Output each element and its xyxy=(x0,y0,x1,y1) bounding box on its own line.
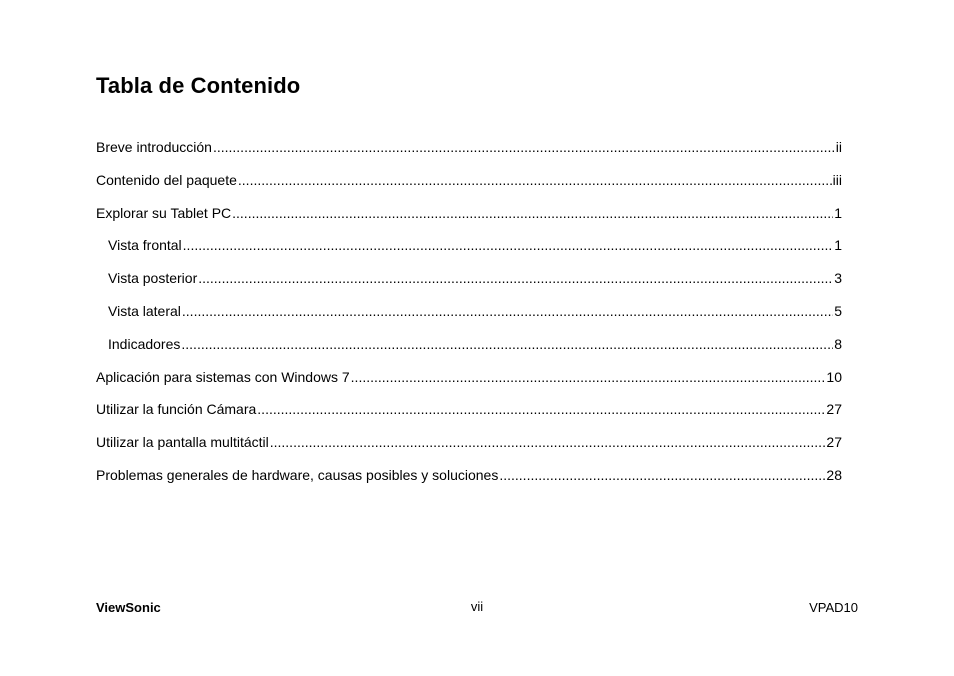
toc-entry-problemas-generales[interactable] xyxy=(96,465,842,498)
toc-entry-page: 5 xyxy=(834,302,842,319)
toc-entry-page: 3 xyxy=(834,270,842,287)
toc-leader-dots xyxy=(232,203,833,223)
toc-leader-dots xyxy=(270,432,826,452)
toc-entry-text: Vista lateral xyxy=(108,302,181,319)
toc-entry-page: 10 xyxy=(826,368,842,385)
toc-entry-utilizar-funcion-camara[interactable] xyxy=(96,399,842,432)
toc-entry-page: 1 xyxy=(834,237,842,254)
page-title: Tabla de Contenido xyxy=(96,73,301,98)
toc-entry-explorar-su-tablet-pc[interactable] xyxy=(96,203,842,236)
toc-entry-text: Indicadores xyxy=(108,335,181,352)
toc-entry-text: Aplicación para sistemas con Windows 7 xyxy=(96,368,350,385)
toc-leader-dots xyxy=(257,399,825,419)
footer-page-number: vii xyxy=(470,599,484,614)
footer-model: VPAD10 xyxy=(809,600,858,615)
toc-entry-text: Utilizar la pantalla multitáctil xyxy=(96,434,269,451)
toc-leader-dots xyxy=(499,465,825,485)
toc-entry-page: ii xyxy=(835,139,842,155)
toc-entry-page: iii xyxy=(832,171,842,188)
toc-leader-dots xyxy=(213,137,835,157)
toc-entry-aplicacion-windows-7[interactable] xyxy=(96,367,842,400)
table-of-contents xyxy=(96,137,842,498)
toc-leader-dots xyxy=(351,367,826,387)
toc-entry-vista-posterior[interactable] xyxy=(96,268,842,301)
toc-entry-page: 27 xyxy=(826,434,842,451)
toc-entry-text: Problemas generales de hardware, causas posibles y soluciones xyxy=(96,466,499,483)
toc-entry-text: Utilizar la función Cámara xyxy=(96,401,257,418)
toc-entry-text: Explorar su Tablet PC xyxy=(96,204,232,221)
toc-leader-dots xyxy=(238,170,832,190)
toc-entry-text: Breve introducción xyxy=(96,139,212,155)
toc-leader-dots xyxy=(198,268,833,288)
toc-leader-dots xyxy=(182,301,833,321)
toc-entry-vista-lateral[interactable] xyxy=(96,301,842,334)
toc-entry-vista-frontal[interactable] xyxy=(96,235,842,268)
toc-entry-text: Vista frontal xyxy=(108,237,182,254)
toc-entry-text: Contenido del paquete xyxy=(96,171,237,188)
toc-entry-page: 8 xyxy=(834,335,842,352)
toc-entry-page: 1 xyxy=(834,204,842,221)
toc-leader-dots xyxy=(181,334,833,354)
toc-entry-breve-introduccion[interactable] xyxy=(96,137,842,170)
toc-leader-dots xyxy=(183,235,834,255)
toc-entry-contenido-del-paquete[interactable] xyxy=(96,170,842,203)
toc-entry-indicadores[interactable] xyxy=(96,334,842,367)
toc-entry-page: 28 xyxy=(826,466,842,483)
toc-entry-utilizar-pantalla-multitactil[interactable] xyxy=(96,432,842,465)
footer-brand: ViewSonic xyxy=(96,600,161,615)
toc-entry-page: 27 xyxy=(826,401,842,418)
toc-entry-text: Vista posterior xyxy=(108,270,198,287)
